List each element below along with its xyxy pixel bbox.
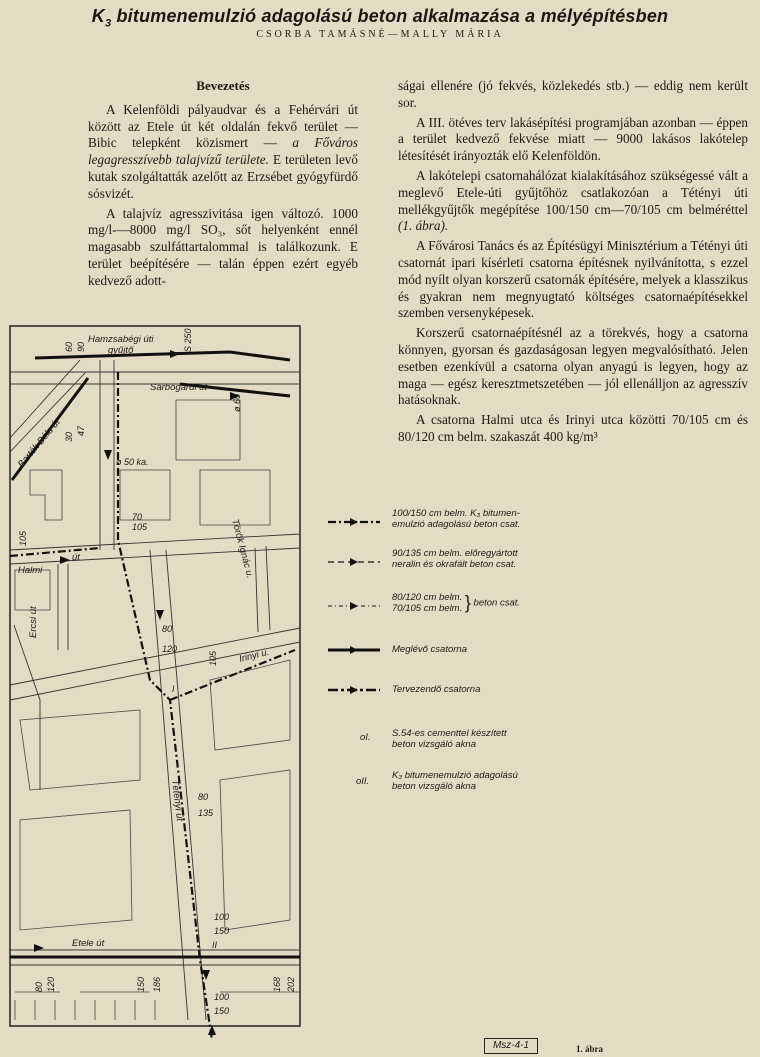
article-title: $K_3$ bitumenemulzió adagolású beton alkalmazása a mélyépítésben	[91, 6, 669, 30]
street-tetenyi: Tétényi út	[169, 779, 186, 822]
street-irinyi: Irinyi u.	[238, 646, 271, 665]
label-b120: 120	[46, 976, 56, 992]
label-150: 150	[214, 926, 230, 936]
legend-akna-i: S.54-es cementtel készített beton vizsgáló akna	[392, 728, 507, 750]
label-105: 105	[18, 530, 28, 546]
section-heading: Bevezetés	[196, 78, 250, 93]
paragraph: A III. ötéves terv lakásépítési programjában azonban — éppen a terület kedvező fekvése miatt — 9000 lakásos lakótelep létesítését irányozták elő Kelenföldön.	[398, 114, 748, 164]
map-stamp: Msz-4-1	[484, 1038, 538, 1054]
label-105c: 105	[208, 650, 218, 666]
label-80b: 80	[198, 792, 209, 802]
legend-meglevo: Meglévő csatorna	[392, 644, 467, 655]
legend-symbols	[320, 500, 390, 710]
paragraph: A Fővárosi Tanács és az Építésügyi Minisztérium a Tétényi úti csatornát ipari kísérleti csatorna építésnek nyilvánította, s ezzel mód nyílt olyan korszerű csatornák építésére, melyek a klasszikus és gyakran nem megnyugtató költséges csatornaépítésekkel szemben versenyképesek.	[398, 238, 748, 321]
street-bartok: Bartók Béla út	[15, 417, 63, 470]
label-47: 47	[76, 425, 86, 436]
paragraph: A Kelenföldi pályaudvar és a Fehérvári út között az Etele út két oldalán fekvő terület — Bibic telepként közismert — a Főváros legagresszívebb talajvízű területe. E területen levő kutak szolgáltatták azelőtt az Erzsébet gyógyfürdő sósvizét.	[88, 101, 358, 201]
article-authors: CSORBA TAMÁSNÉ—MALLY MÁRIA	[256, 29, 504, 40]
paragraph: Korszerű csatornaépítésnél az a törekvés, hogy a csatorna könnyen, gyorsan és gazdaságosan legyen megvalósítható. Jelen esetben ezenkívül a csatorna olyan anyagú is legyen, hogy az maga — egész keresztmetszetében — jól ellenálljon az agresszív hatásoknak.	[398, 325, 748, 408]
legend-tervezendo: Tervezendő csatorna	[392, 684, 481, 695]
street-etele: Etele út	[72, 938, 105, 949]
paragraph: ságai ellenére (jó fekvés, közlekedés stb.) — eddig nem került sor.	[398, 78, 748, 110]
label-120: 120	[162, 644, 178, 654]
paragraph: A csatorna Halmi utca és Irinyi utca közötti 70/105 cm és 80/120 cm belm. szakaszát 400 kg/m³	[398, 412, 748, 444]
street-halmi: Halmi	[18, 565, 43, 576]
street-ercsi: Ercsi út	[28, 606, 39, 638]
label-b80: 80	[34, 981, 44, 992]
label-30: 30	[64, 431, 74, 442]
legend-beton-csat: 80/120 cm belm. 70/105 cm belm. } beton csat.	[392, 592, 521, 614]
street-sarbogardi: Sárbogárdi út	[150, 382, 208, 393]
right-column	[398, 78, 748, 449]
legend-akna-ii: K₃ bitumenemulzió adagolású beton vizsgáló akna	[392, 770, 518, 792]
label-105b: 105	[132, 522, 148, 532]
legend-k3-beton: 100/150 cm belm. K₃ bitumen- emulzió adagolású beton csat.	[392, 508, 521, 530]
label-90: 90	[76, 341, 86, 352]
street-gyujto: gyűjtő	[108, 345, 134, 356]
figure-caption: 1. ábra	[576, 1044, 603, 1054]
left-column	[88, 78, 358, 293]
label-b186: 186	[152, 976, 162, 992]
legend-eloregyartott: 90/135 cm belm. előregyártott neralin és okrafált beton csat.	[392, 548, 518, 570]
map-legend	[320, 500, 570, 800]
label-b150b: 150	[214, 1006, 230, 1016]
sewer-network-map	[0, 320, 320, 1055]
label-b150: 150	[136, 976, 146, 992]
label-I: I	[172, 684, 175, 694]
label-II: II	[212, 940, 218, 950]
label-b100: 100	[214, 992, 230, 1002]
label-d50: ø 50 ka.	[116, 457, 149, 467]
label-60: 60	[64, 341, 74, 352]
label-100: 100	[214, 912, 230, 922]
label-b202: 202	[286, 976, 296, 992]
street-halmi-ut: út	[72, 552, 80, 563]
paragraph: A talajvíz agresszivitása igen változó. 1000 mg/l-—8000 mg/l SO₃, sőt helyenként ennél magasabb szulfáttartalommal is találkozunk. E terület beépítésére — talán éppen ezért egyéb kedvező adott-	[88, 205, 358, 288]
label-s250: S 250	[183, 328, 193, 352]
street-hamzsabegi: Hamzsabégi úti	[88, 334, 154, 345]
paragraph: A lakótelepi csatornahálózat kialakításához szükségessé vált a meglevő Etele-úti gyűjtőhöz csatlakozóan a Tétényi úti mellékgyűjtők megépítése 100/150 cm—70/105 cm belméréttel (1. ábra).	[398, 167, 748, 234]
label-d60: ø 60	[232, 393, 242, 412]
label-70: 70	[132, 512, 143, 522]
label-135: 135	[198, 808, 214, 818]
legend-akna-ii-mark: oII.	[356, 776, 370, 787]
legend-akna-i-mark: oI.	[360, 732, 371, 743]
label-80: 80	[162, 624, 173, 634]
label-b168: 168	[272, 976, 282, 992]
street-torok: Török Ignác u.	[229, 517, 256, 580]
